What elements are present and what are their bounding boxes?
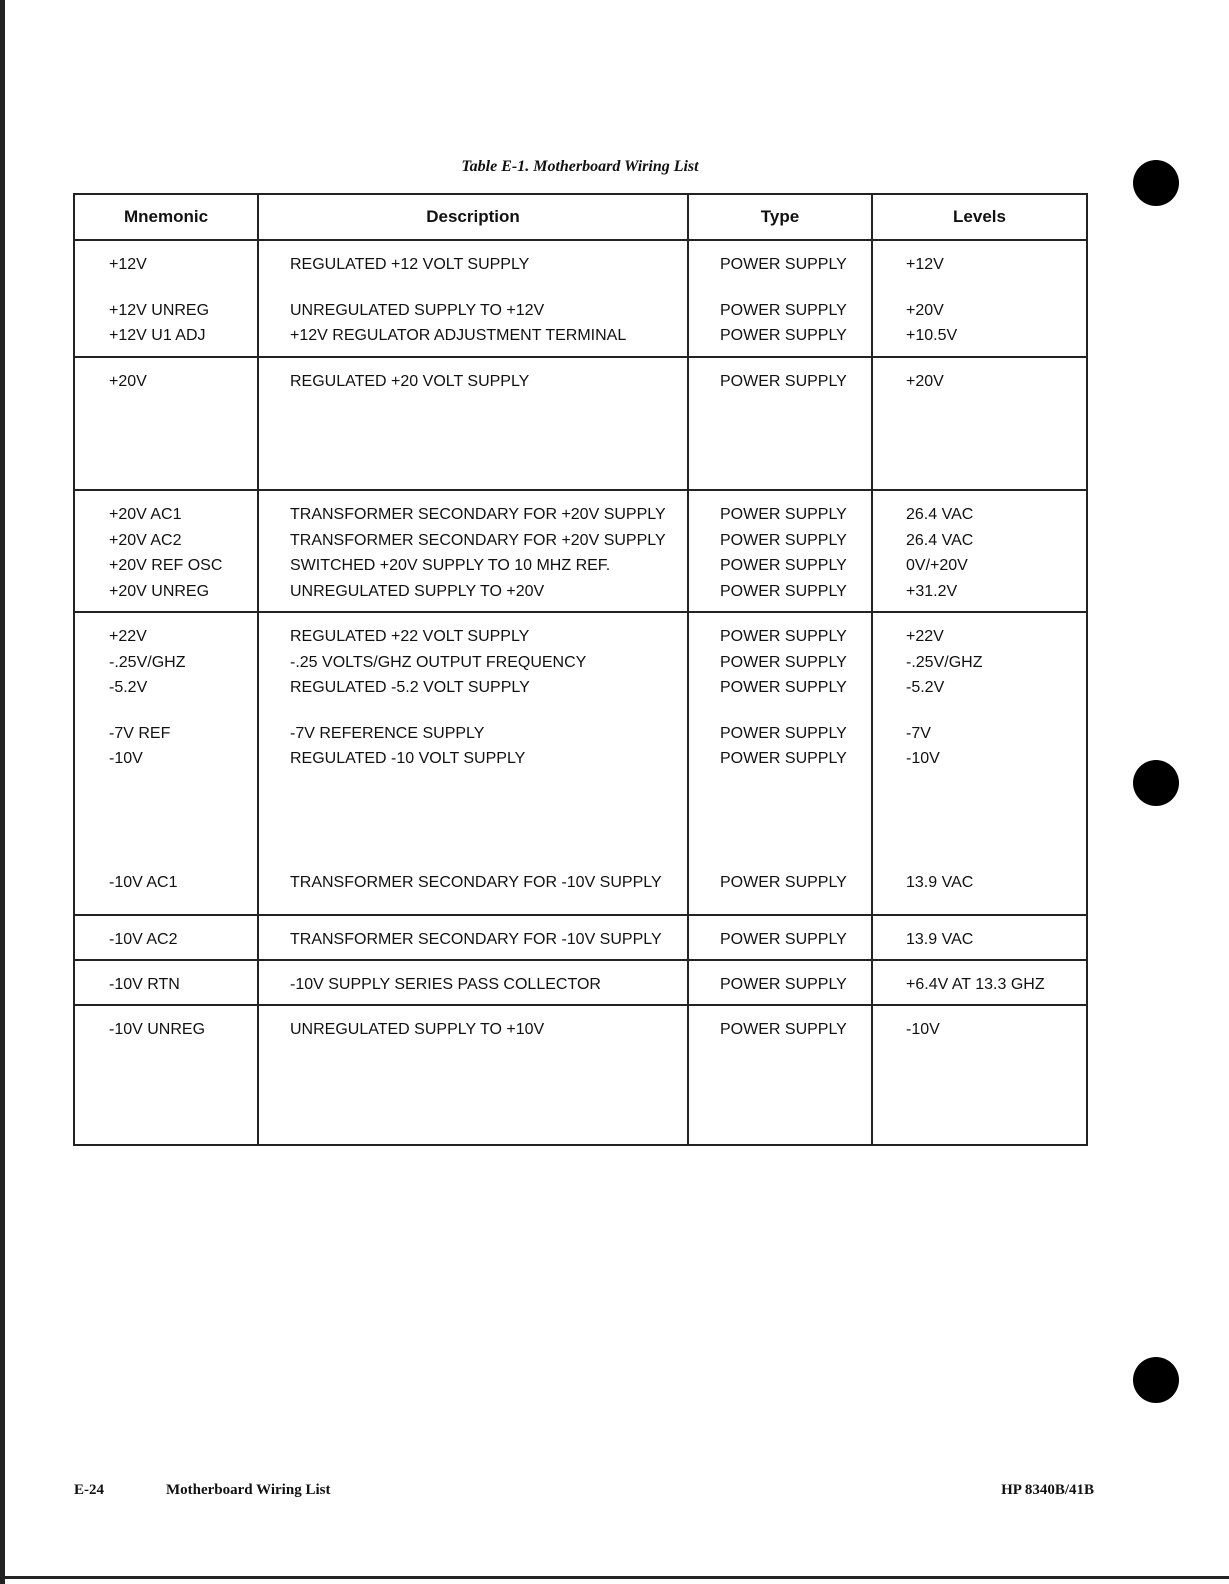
mnemonic-cell <box>74 612 258 915</box>
type-cell <box>688 240 872 357</box>
mnemonic-cell <box>74 1005 258 1145</box>
type-cell <box>688 357 872 490</box>
mnemonic: -7V REF <box>109 724 171 742</box>
mnemonic: -10V AC2 <box>109 931 178 948</box>
level: 0V/+20V <box>906 557 968 575</box>
table-row-group <box>74 1005 1087 1145</box>
type: POWER SUPPLY <box>720 256 847 273</box>
table-row-group <box>74 490 1087 612</box>
level: -10V <box>906 750 940 768</box>
binder-hole-bottom <box>1133 1357 1179 1403</box>
type: POWER SUPPLY <box>720 873 847 891</box>
type: POWER SUPPLY <box>720 531 847 549</box>
levels-cell <box>872 960 1087 1005</box>
type: POWER SUPPLY <box>720 506 847 523</box>
description: REGULATED -5.2 VOLT SUPPLY <box>290 679 530 697</box>
type-cell <box>688 490 872 612</box>
description-cell <box>258 612 688 915</box>
level: -7V <box>906 724 931 742</box>
type-cell <box>688 960 872 1005</box>
levels-cell <box>872 357 1087 490</box>
levels-cell <box>872 612 1087 915</box>
mnemonic-cell <box>74 490 258 612</box>
description: REGULATED +12 VOLT SUPPLY <box>290 256 530 273</box>
mnemonic-cell <box>74 960 258 1005</box>
description-cell <box>258 357 688 490</box>
wiring-table <box>73 193 1088 1146</box>
description: TRANSFORMER SECONDARY FOR -10V SUPPLY <box>290 931 662 948</box>
mnemonic: -10V RTN <box>109 976 180 993</box>
header-levels: Levels <box>872 194 1087 240</box>
mnemonic: +20V AC2 <box>109 531 182 549</box>
type-cell <box>688 915 872 960</box>
type-cell <box>688 612 872 915</box>
table-title: Table E-1. Motherboard Wiring List <box>461 158 699 175</box>
level: 26.4 VAC <box>906 531 974 549</box>
table-row-group <box>74 240 1087 357</box>
mnemonic-cell <box>74 357 258 490</box>
table-row-group <box>74 612 1087 915</box>
level: +10.5V <box>906 327 958 345</box>
mnemonic: +12V U1 ADJ <box>109 327 206 345</box>
level: +20V <box>906 301 944 319</box>
description: -.25 VOLTS/GHZ OUTPUT FREQUENCY <box>290 653 587 671</box>
type: POWER SUPPLY <box>720 679 847 697</box>
bottom-edge-rule <box>0 1576 1229 1579</box>
type: POWER SUPPLY <box>720 628 847 645</box>
type: POWER SUPPLY <box>720 724 847 742</box>
level: -.25V/GHZ <box>906 653 983 671</box>
description: REGULATED +22 VOLT SUPPLY <box>290 628 530 645</box>
header-type: Type <box>688 194 872 240</box>
levels-cell <box>872 240 1087 357</box>
description: UNREGULATED SUPPLY TO +20V <box>290 582 545 600</box>
mnemonic: -5.2V <box>109 679 148 697</box>
mnemonic: +20V REF OSC <box>109 557 223 575</box>
type: POWER SUPPLY <box>720 582 847 600</box>
description: TRANSFORMER SECONDARY FOR +20V SUPPLY <box>290 531 666 549</box>
level: +22V <box>906 628 944 645</box>
mnemonic: +20V <box>109 373 147 390</box>
mnemonic: -10V <box>109 750 143 768</box>
type: POWER SUPPLY <box>720 976 847 993</box>
level: +12V <box>906 256 944 273</box>
table-row-group <box>74 960 1087 1005</box>
description-cell <box>258 960 688 1005</box>
level: 13.9 VAC <box>906 931 974 948</box>
level: 13.9 VAC <box>906 873 974 891</box>
description: TRANSFORMER SECONDARY FOR +20V SUPPLY <box>290 506 666 523</box>
type: POWER SUPPLY <box>720 557 847 575</box>
description: UNREGULATED SUPPLY TO +12V <box>290 301 545 319</box>
header-description: Description <box>258 194 688 240</box>
level: -5.2V <box>906 679 945 697</box>
level: 26.4 VAC <box>906 506 974 523</box>
description-cell <box>258 915 688 960</box>
description: UNREGULATED SUPPLY TO +10V <box>290 1021 545 1038</box>
level: +6.4V AT 13.3 GHZ <box>906 976 1045 993</box>
description: REGULATED +20 VOLT SUPPLY <box>290 373 530 390</box>
description: TRANSFORMER SECONDARY FOR -10V SUPPLY <box>290 873 662 891</box>
description: SWITCHED +20V SUPPLY TO 10 MHZ REF. <box>290 557 611 575</box>
level: +20V <box>906 373 944 390</box>
mnemonic: +20V UNREG <box>109 582 210 600</box>
type-cell <box>688 1005 872 1145</box>
type: POWER SUPPLY <box>720 327 847 345</box>
level: +31.2V <box>906 582 958 600</box>
levels-cell <box>872 1005 1087 1145</box>
description-cell <box>258 490 688 612</box>
levels-cell <box>872 915 1087 960</box>
header-mnemonic: Mnemonic <box>74 194 258 240</box>
footer-page-number: E-24 <box>74 1482 104 1498</box>
type: POWER SUPPLY <box>720 1021 847 1038</box>
mnemonic: +20V AC1 <box>109 506 182 523</box>
mnemonic-cell <box>74 240 258 357</box>
footer-model: HP 8340B/41B <box>1001 1482 1094 1498</box>
table-row-group <box>74 357 1087 490</box>
type: POWER SUPPLY <box>720 373 847 390</box>
description: +12V REGULATOR ADJUSTMENT TERMINAL <box>290 327 627 345</box>
mnemonic: -10V AC1 <box>109 873 178 891</box>
description: -7V REFERENCE SUPPLY <box>290 724 485 742</box>
levels-cell <box>872 490 1087 612</box>
footer-section-title: Motherboard Wiring List <box>166 1482 331 1498</box>
level: -10V <box>906 1021 940 1038</box>
mnemonic: +12V UNREG <box>109 301 210 319</box>
binder-hole-middle <box>1133 760 1179 806</box>
table-row-group <box>74 915 1087 960</box>
type: POWER SUPPLY <box>720 750 847 768</box>
mnemonic: -.25V/GHZ <box>109 653 186 671</box>
description: -10V SUPPLY SERIES PASS COLLECTOR <box>290 976 601 993</box>
mnemonic: +12V <box>109 256 147 273</box>
left-edge-rule <box>0 0 5 1584</box>
description-cell <box>258 240 688 357</box>
mnemonic: +22V <box>109 628 147 645</box>
mnemonic: -10V UNREG <box>109 1021 206 1038</box>
description: REGULATED -10 VOLT SUPPLY <box>290 750 526 768</box>
mnemonic-cell <box>74 915 258 960</box>
type: POWER SUPPLY <box>720 301 847 319</box>
type: POWER SUPPLY <box>720 931 847 948</box>
type: POWER SUPPLY <box>720 653 847 671</box>
table-header-row <box>74 194 1087 240</box>
description-cell <box>258 1005 688 1145</box>
